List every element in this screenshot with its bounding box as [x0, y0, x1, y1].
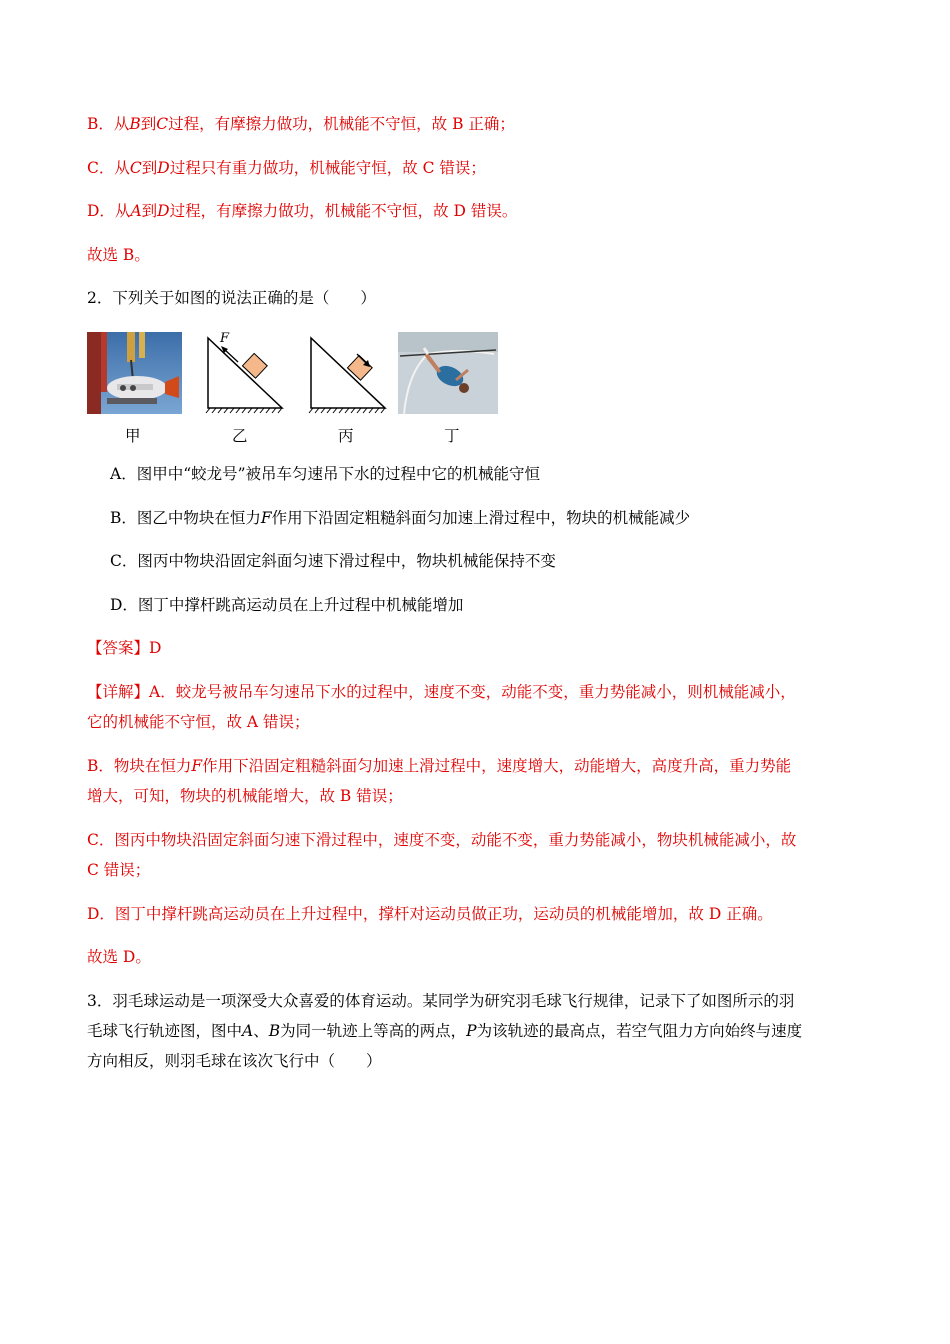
- question-2-stem: 2．下列关于如图的说法正确的是（ ）: [87, 289, 376, 307]
- submersible-crane-photo: [87, 332, 182, 414]
- answer-label: 【答案】D: [87, 639, 162, 657]
- question-2-option-a: A．图甲中“蛟龙号”被吊车匀速吊下水的过程中它的机械能守恒: [110, 465, 541, 483]
- question-2-option-b: B．图乙中物块在恒力F作用下沿固定粗糙斜面匀加速上滑过程中，物块的机械能减少: [110, 509, 691, 527]
- explanation-a-line-1: 【详解】A．蛟龙号被吊车匀速吊下水的过程中，速度不变，动能不变，重力势能减小，则机械能减小，: [87, 683, 796, 701]
- figure-label-yi: 乙: [232, 427, 248, 445]
- solution-conclusion: 故选 B。: [87, 246, 150, 264]
- explanation-a-line-2: 它的机械能不守恒，故 A 错误；: [87, 713, 310, 731]
- explanation-c-line-1: C．图丙中物块沿固定斜面匀速下滑过程中，速度不变，动能不变，重力势能减小，物块机械能减小，故: [87, 831, 797, 849]
- question-2-option-d: D．图丁中撑杆跳高运动员在上升过程中机械能增加: [110, 596, 464, 614]
- force-label: F: [220, 331, 230, 346]
- pole-vault-athlete-photo: [398, 332, 498, 414]
- explanation-conclusion: 故选 D。: [87, 948, 151, 966]
- solution-option-d: D．从A到D过程，有摩擦力做功，机械能不守恒，故 D 错误。: [87, 202, 518, 220]
- question-3-line-3: 方向相反，则羽毛球在该次飞行中（ ）: [87, 1052, 382, 1070]
- figure-label-ding: 丁: [444, 427, 460, 445]
- explanation-c-line-2: C 错误；: [87, 861, 151, 879]
- figure-label-bing: 丙: [338, 427, 354, 445]
- figure-label-jia: 甲: [125, 427, 141, 445]
- block-sliding-down-incline: [305, 332, 389, 414]
- explanation-b-line-2: 增大，可知，物块的机械能增大，故 B 错误；: [87, 787, 403, 805]
- question-3-line-1: 3．羽毛球运动是一项深受大众喜爱的体育运动。某同学为研究羽毛球飞行规律，记录下了如图所示的羽: [87, 992, 795, 1010]
- question-2-option-c: C．图丙中物块沿固定斜面匀速下滑过程中，物块机械能保持不变: [110, 552, 556, 570]
- solution-option-b: B．从B到C过程，有摩擦力做功，机械能不守恒，故 B 正确；: [87, 115, 515, 133]
- explanation-b-line-1: B．物块在恒力F作用下沿固定粗糙斜面匀加速上滑过程中，速度增大，动能增大，高度升高，重力势能: [87, 757, 792, 775]
- question-3-line-2: 毛球飞行轨迹图，图中A、B为同一轨迹上等高的两点，P为该轨迹的最高点，若空气阻力方向始终与速度: [87, 1022, 803, 1040]
- solution-option-c: C．从C到D过程只有重力做功，机械能守恒，故 C 错误；: [87, 159, 486, 177]
- explanation-d-line: D．图丁中撑杆跳高运动员在上升过程中，撑杆对运动员做正功，运动员的机械能增加，故 D 正确。: [87, 905, 773, 923]
- block-on-incline-with-force: [202, 332, 286, 414]
